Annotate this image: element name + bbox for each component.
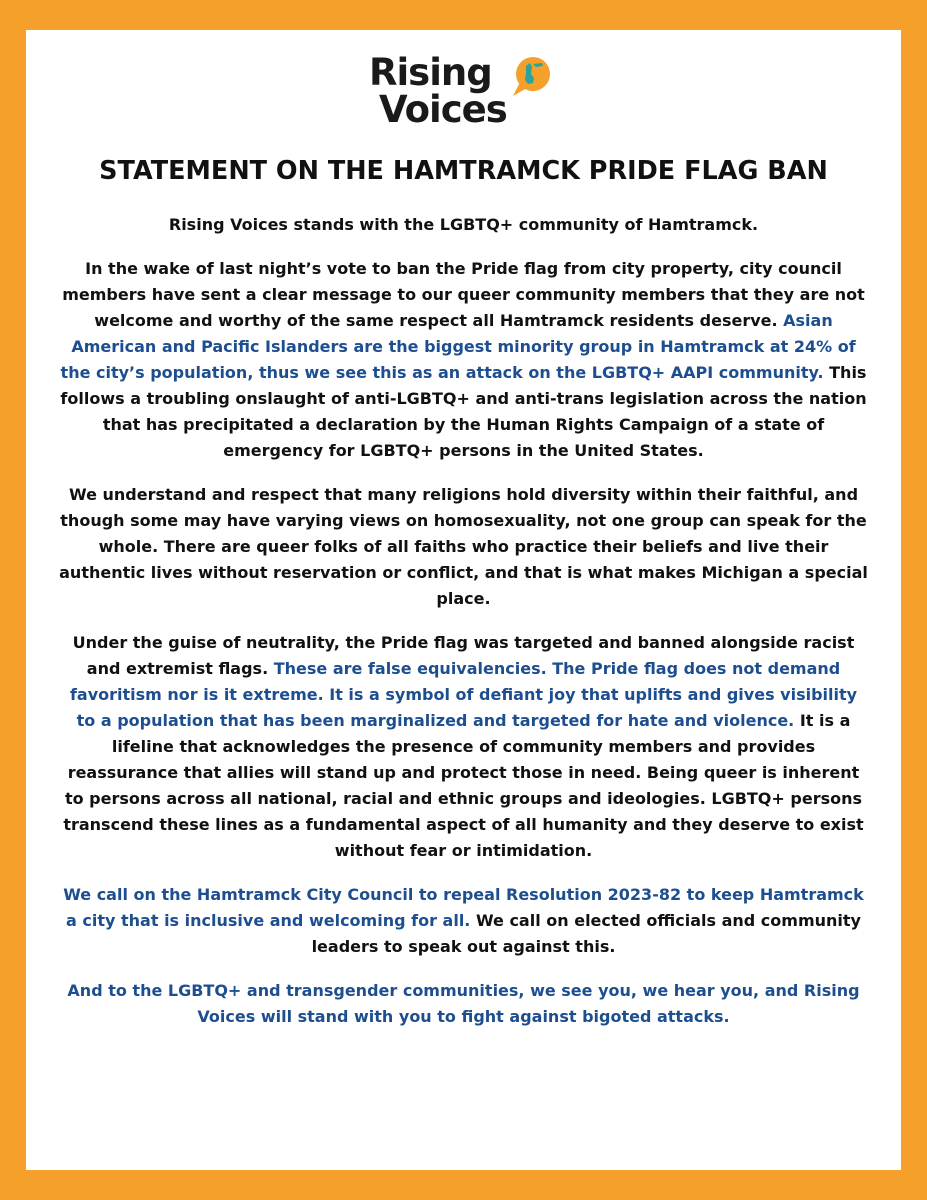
paragraph-5 bbox=[58, 882, 869, 960]
paragraph-6 bbox=[58, 978, 869, 1030]
rising-voices-logo bbox=[369, 51, 569, 134]
speech-bubble-michigan-icon bbox=[509, 54, 555, 100]
paragraph-3-text: We understand and respect that many religions hold diversity within their faithful, and though some may have varying views on homosexuality, not one group can speak for the whole. There are queer folks of all faiths who practice their beliefs and live their authentic lives without reservation or conflict, and that is what makes Michigan a special place. bbox=[59, 485, 868, 608]
paragraph-2 bbox=[58, 256, 869, 464]
paragraph-4 bbox=[58, 630, 869, 864]
statement-body bbox=[58, 212, 869, 1048]
paragraph-4-text-b: It is a lifeline that acknowledges the presence of community members and provides reassurance that allies will stand up and protect those in need. Being queer is inherent to persons across all national, racial and ethnic groups and ideologies. LGBTQ+ persons transcend these lines as a fundamental aspect of all humanity and they deserve to exist without fear or intimidation. bbox=[63, 711, 864, 860]
paragraph-1-text: Rising Voices stands with the LGBTQ+ community of Hamtramck. bbox=[168, 215, 759, 234]
paragraph-5-text-b: We call on elected officials and community leaders to speak out against this. bbox=[311, 911, 861, 956]
paragraph-3 bbox=[58, 482, 869, 612]
paragraph-5-highlight: We call on the Hamtramck City Council to repeal Resolution 2023-82 to keep Hamtramck a city that is inclusive and welcoming for all. bbox=[63, 885, 864, 930]
paragraph-2-text-a: In the wake of last night’s vote to ban the Pride flag from city property, city council members have sent a clear message to our queer community members that they are not welcome and worthy of the same respect all Hamtramck residents deserve. bbox=[62, 259, 865, 330]
page-title: STATEMENT ON THE HAMTRAMCK PRIDE FLAG BAN bbox=[99, 156, 828, 186]
paragraph-4-highlight: These are false equivalencies. The Pride flag does not demand favoritism nor is it extreme. It is a symbol of defiant joy that uplifts and gives visibility to a population that has been marginalized and targeted for hate and violence. bbox=[69, 659, 858, 730]
logo-word-rising: Rising bbox=[369, 51, 492, 94]
logo-word-voices: Voices bbox=[379, 88, 507, 131]
paragraph-1 bbox=[58, 212, 869, 238]
paragraph-2-text-b: This follows a troubling onslaught of anti-LGBTQ+ and anti-trans legislation across the nation that has precipitated a declaration by the Human Rights Campaign of a state of emergency for LGBTQ+ persons in the United States. bbox=[60, 363, 867, 460]
paragraph-4-text-a: Under the guise of neutrality, the Pride flag was targeted and banned alongside racist and extremist flags. bbox=[72, 633, 855, 678]
paragraph-2-highlight: Asian American and Pacific Islanders are the biggest minority group in Hamtramck at 24% of the city’s population, thus we see this as an attack on the LGBTQ+ AAPI community. bbox=[60, 311, 856, 382]
paragraph-6-highlight: And to the LGBTQ+ and transgender communities, we see you, we hear you, and Rising Voices will stand with you to fight against bigoted attacks. bbox=[67, 981, 860, 1026]
document-page bbox=[26, 30, 901, 1170]
